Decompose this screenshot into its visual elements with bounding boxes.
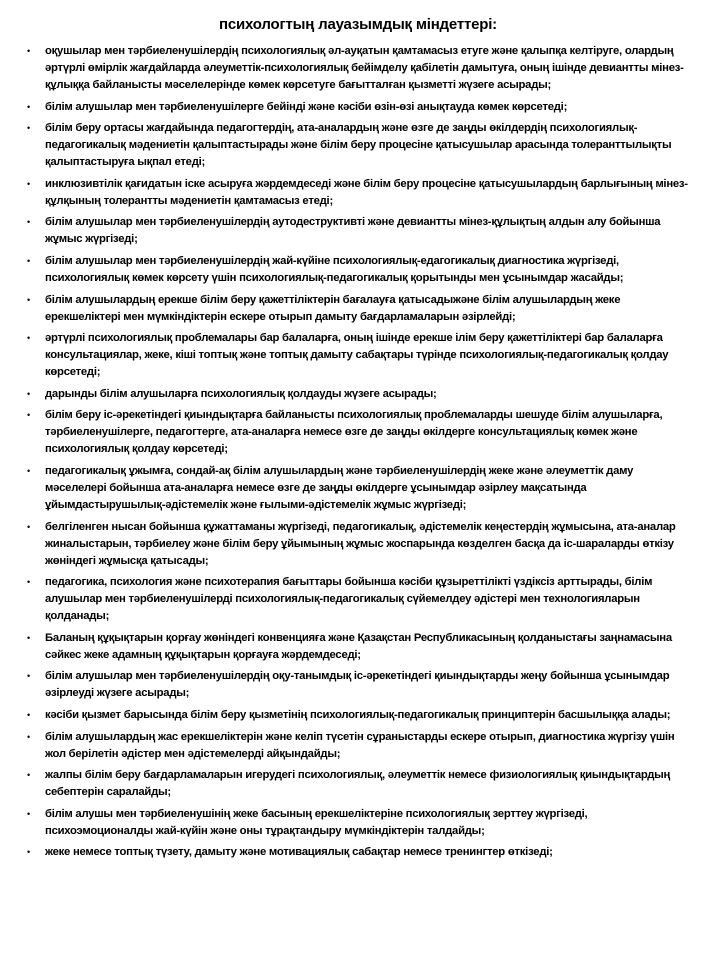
duty-text: педагогикалық ұжымға, сондай-ақ білім алушылардың және тәрбиеленушілердің жеке және әлеуметтік даму мәселелері бойынша ата-аналарға немесе өзге де заңды өкілдерге ұсынымдар әзірлеу мақсатында ұйымдастырушылық-әдістемелік және ғылыми-әдістемелік жұмыс жүргізеді;: [45, 464, 634, 511]
duty-item: [20, 176, 696, 210]
duty-item: [20, 729, 696, 763]
duty-text: оқушылар мен тәрбиеленушілердің психологиялық әл-ауқатын қамтамасыз етуге және қалыпқа келтіруге, олардың әртүрлі өмірлік жағдайларда әлеуметтік-психологиялық бейімделу қабілетін дамытуға, оның ішінде девиантты мінез-құлыққа байланысты мәселелерінде көмек көрсетуге бағытталған қызметті жүзеге асырады;: [45, 45, 684, 91]
bullet-icon: •: [27, 671, 31, 682]
duty-item: [20, 120, 696, 171]
duty-item: [20, 253, 696, 287]
duty-text: инклюзивтілік қағидатын іске асыруға жәрдемдеседі және білім беру процесіне қатысушылардың барлығының мінез-құлқының толерантты мәдениетін қамтамасыз етеді;: [45, 177, 688, 207]
bullet-icon: •: [27, 46, 31, 56]
bullet-icon: •: [27, 294, 31, 305]
bullet-icon: •: [27, 333, 31, 344]
duty-text: білім алушы мен тәрбиеленушінің жеке басының ерекшеліктеріне психологиялық зерттеу жүргізеді, психоэмоционалды жай-күйін және оны тұрақтандыру мүмкіндіктерін талдайды;: [45, 807, 588, 837]
bullet-icon: •: [27, 521, 31, 532]
duty-text: жеке немесе топтық түзету, дамыту және мотивациялық сабақтар немесе тренингтер өткізеді;: [45, 846, 553, 859]
bullet-icon: •: [27, 388, 31, 399]
bullet-icon: •: [27, 770, 31, 781]
duty-text: білім алушылардың ерекше білім беру қажеттіліктерін бағалауға қатысадыжәне білім алушылардың жеке ерекшеліктері мен мүмкіндіктерін ескере отырып дамыту бағдарламаларын әзірлейді;: [45, 293, 621, 323]
duty-text: білім алушылар мен тәрбиеленушілердің аутодеструктивті және девиантты мінез-құлықтың алдын алу бойынша жұмыс жүргізеді;: [45, 216, 661, 246]
duty-item: [20, 292, 696, 326]
duty-text: білім беру ортасы жағдайында педагогтердің, ата-аналардың және өзге де заңды өкілдердің психологиялық-педагогикалық мәдениетін қалыптастырады және білім беру процесіне қатысушылар арасында толеранттылықты қалыптастыруға ықпал етеді;: [45, 122, 672, 169]
duty-item: [20, 463, 696, 514]
duty-text: білім алушылар мен тәрбиеленушілерге бейінді және кәсіби өзін-өзі анықтауда көмек көрсетеді;: [45, 100, 568, 113]
duty-item: [20, 767, 696, 801]
duty-text: әртүрлі психологиялық проблемалары бар балаларға, оның ішінде ерекше ілім беру қажеттіліктері бар балаларға консультациялар, жеке, кіші топтық және топтық дамыту сабақтары түрінде психологиялық-педагогикалық қолдау көрсетеді;: [45, 332, 669, 379]
duty-text: білім алушылардың жас ерекшеліктерін және келіп түсетін сұраныстарды ескере отырып, диагностика жүргізу үшін жол берілетін әдістер мен әдістемелерді айқындайды;: [45, 730, 675, 760]
bullet-icon: •: [27, 808, 31, 819]
duty-item: [20, 707, 696, 724]
bullet-icon: •: [27, 217, 31, 228]
duty-item: [20, 844, 696, 861]
bullet-icon: •: [27, 255, 31, 266]
bullet-icon: •: [27, 577, 31, 588]
duty-item: [20, 330, 696, 381]
bullet-icon: •: [27, 178, 31, 189]
duty-item: [20, 574, 696, 625]
duty-item: [20, 519, 696, 570]
duty-text: дарынды білім алушыларға психологиялық қолдауды жүзеге асырады;: [45, 387, 437, 400]
duty-text: білім алушылар мен тәрбиеленушілердің жай-күйіне психологиялық-едагогикалық диагностика жүргізеді, психологиялық көмек көрсету үшін психологиялық-педагогикалық қорытынды мен ұсынымдар жасайды;: [45, 254, 624, 284]
page-title: психологтың лауазымдық міндеттері:: [219, 16, 497, 33]
bullet-icon: •: [27, 709, 31, 720]
duty-item: [20, 99, 696, 116]
duty-item: [20, 668, 696, 702]
bullet-icon: •: [27, 123, 31, 134]
duty-text: кәсіби қызмет барысында білім беру қызметінің психологиялық-педагогикалық принциптерін басшылыққа алады;: [45, 708, 671, 721]
duty-item: [20, 214, 696, 248]
bullet-icon: •: [27, 101, 31, 112]
bullet-icon: •: [27, 731, 31, 742]
duty-item: [20, 806, 696, 840]
duty-text: білім алушылар мен тәрбиеленушілердің оқу-танымдық іс-әрекетіндегі қиындықтарды жеңу бойынша ұсынымдар әзірлеуді жүзеге асырады;: [45, 670, 670, 700]
bullet-icon: •: [27, 465, 31, 476]
duty-text: педагогика, психология және психотерапия бағыттары бойынша кәсіби құзыреттілікті үздіксіз арттырады, білім алушылар мен тәрбиеленушілерді психологиялық-педагогикалық сүйемелдеу әдістері мен технологияларын қолданады;: [45, 576, 653, 623]
duty-text: жалпы білім беру бағдарламаларын игерудегі психологиялық, әлеуметтік немесе физиологиялық қиындықтардың себептерін саралайды;: [45, 769, 671, 799]
duty-list: [20, 43, 696, 861]
duty-item: [20, 407, 696, 458]
duty-item: [20, 386, 696, 403]
bullet-icon: •: [27, 632, 31, 643]
duty-item: [20, 43, 696, 94]
duty-text: білім беру іс-әрекетіндегі қиындықтарға байланысты психологиялық проблемаларды шешуде білім алушыларға, тәрбиеленушілерге, педагогтерге, ата-аналарға немесе өзге де заңды өкілдерге консультациялық көмек және психологиялық қолдау көрсетеді;: [45, 409, 663, 456]
bullet-icon: •: [27, 410, 31, 421]
bullet-icon: •: [27, 847, 31, 858]
duty-item: [20, 630, 696, 664]
duty-text: Баланың құқықтарын қорғау жөніндегі конвенцияға және Қазақстан Республикасының қолданыстағы заңнамасына сәйкес жеке адамның құқықтарын қорғауға жәрдемдеседі;: [45, 631, 672, 661]
duty-text: белгіленген нысан бойынша құжаттаманы жүргізеді, педагогикалық, әдістемелік кеңестердің жұмысына, ата-аналар жиналыстарын, тәрбиелеу және білім беру ұйымының жұмыс жоспарында көзделген басқа да іс-шараларды өткізу жөніндегі жұмысқа қатысады;: [45, 520, 676, 567]
